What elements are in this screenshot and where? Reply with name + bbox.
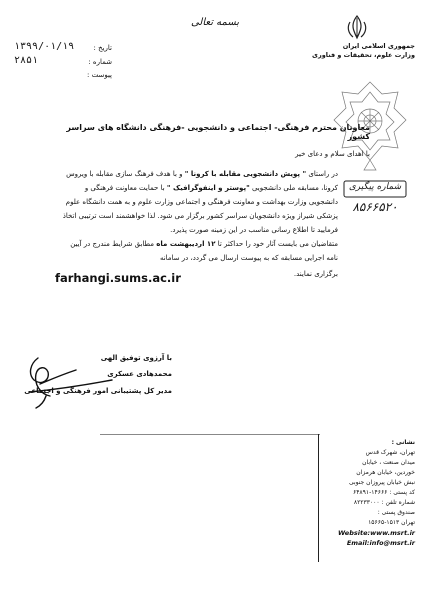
signatory-name: محمدهادی عسکری [107,370,172,378]
footer-address [320,438,415,548]
recipient-line: معاونان محترم فرهنگی- اجتماعی و دانشجویی -فرهنگی دانشگاه های سراسر کشور [66,123,370,141]
p1-line-5: فرمایید تا اطلاع رسانی مناسب در این زمینه صورت پذیرد. [170,226,338,234]
p1-line-2-bold: "پوستر و اینفوگرافیک " [166,184,250,192]
number-row [6,56,110,67]
footer-postal-code: کد پستی : ۱۴۶۶۶-۶۴۸۹۱ [352,489,415,496]
p1-line-2 [52,181,338,195]
footer-address-label: نشانی : [391,439,415,446]
p1-line-1-post: و با هدف فرهنگ سازی مقابله با ویروس [66,170,185,178]
footer-vertical-rule [318,434,319,562]
footer-line-2: تهران، شهرک قدس [365,449,415,456]
p2-line-1-bold: ۱۲ اردیبهشت ماه [156,240,216,248]
date-row [6,42,110,53]
ministry-name [305,42,415,60]
tracking-stamp [342,180,408,222]
p1-line-1-pre: در راستای [306,170,338,178]
attachment-label: پیوست : [87,71,112,79]
bismillah-heading: بسمه تعالی [190,17,240,28]
ministry-line-1: جمهوری اسلامی ایران [342,42,415,50]
footer-line-3: میدان صنعت ، خیابان [362,459,415,466]
p1-line-4: پزشکی شیراز ویژه دانشجویان سراسر کشور برگزار می شود. لذا خواهشمند است ترتیبی اتخاذ [62,212,338,220]
iran-emblem-icon [344,14,370,40]
footer-email[interactable]: Email:info@msrt.ir [346,539,415,547]
footer-po-box-label: صندوق پستی : [377,509,415,516]
p1-line-1-bold: " پویش دانشجویی مقابله با کرونا " [184,170,307,178]
p2-line-1-post: مطابق شرایط مندرج در آیین [70,240,157,248]
tracking-label: شماره پیگیری [348,182,402,192]
p1-line-2-pre: کرونا، مسابقه ملی دانشجویی [249,184,338,192]
footer-website[interactable]: Website:www.msrt.ir [338,529,415,537]
signature-closing: با آرزوی توفیق الهی [100,354,172,362]
ministry-line-2: وزارت علوم، تحقیقات و فناوری [312,51,415,59]
date-value: ۱۳۹۹/۰۱/۱۹ [14,41,75,52]
p2-line-3: برگزاری نمایند. [293,270,338,278]
date-label: تاریخ : [93,44,112,52]
tracking-number: ۸۵۶۶۵۲۰ [352,200,398,214]
footer-po-box: تهران ۱۵۱۳-۱۵۶۶۵ [368,519,415,526]
footer-line-5: نبش خیابان پیروزان جنوبی [348,479,415,486]
signatory-title: مدیر کل پشتیبانی امور فرهنگی و اجتماعی [24,387,172,395]
footer-line-4: خوردین، خیابان هرمزان [356,469,415,476]
p2-line-1-pre: متقاضیان می بایست آثار خود را حداکثر تا [215,240,338,248]
body-paragraph-1 [52,167,338,237]
number-label: شماره : [88,58,112,66]
number-value: ۲۸۵۱ [14,55,39,66]
sums-website-link[interactable]: farhangi.sums.ac.ir [55,271,181,285]
p1-line-1 [52,167,338,181]
p1-line-3: دانشجویی وزارت بهداشت و معاونت فرهنگی و اجتماعی وزارت علوم و به همت دانشگاه علوم [65,198,338,206]
greeting-line: با اهدای سلام و دعای خیر [295,150,370,158]
attachment-row [6,69,110,80]
footer-phone: شماره تلفن : ۸۲۲۳۳۰۰۰ [353,499,415,506]
signature-block [20,350,175,410]
p1-line-2-post: با حمایت معاونت فرهنگی و [84,184,167,192]
footer-divider [100,434,320,435]
p2-line-2: نامه اجرایی مسابقه که به پیوست ارسال می گردد، در سامانه [159,254,338,262]
p2-line-1 [52,237,338,251]
